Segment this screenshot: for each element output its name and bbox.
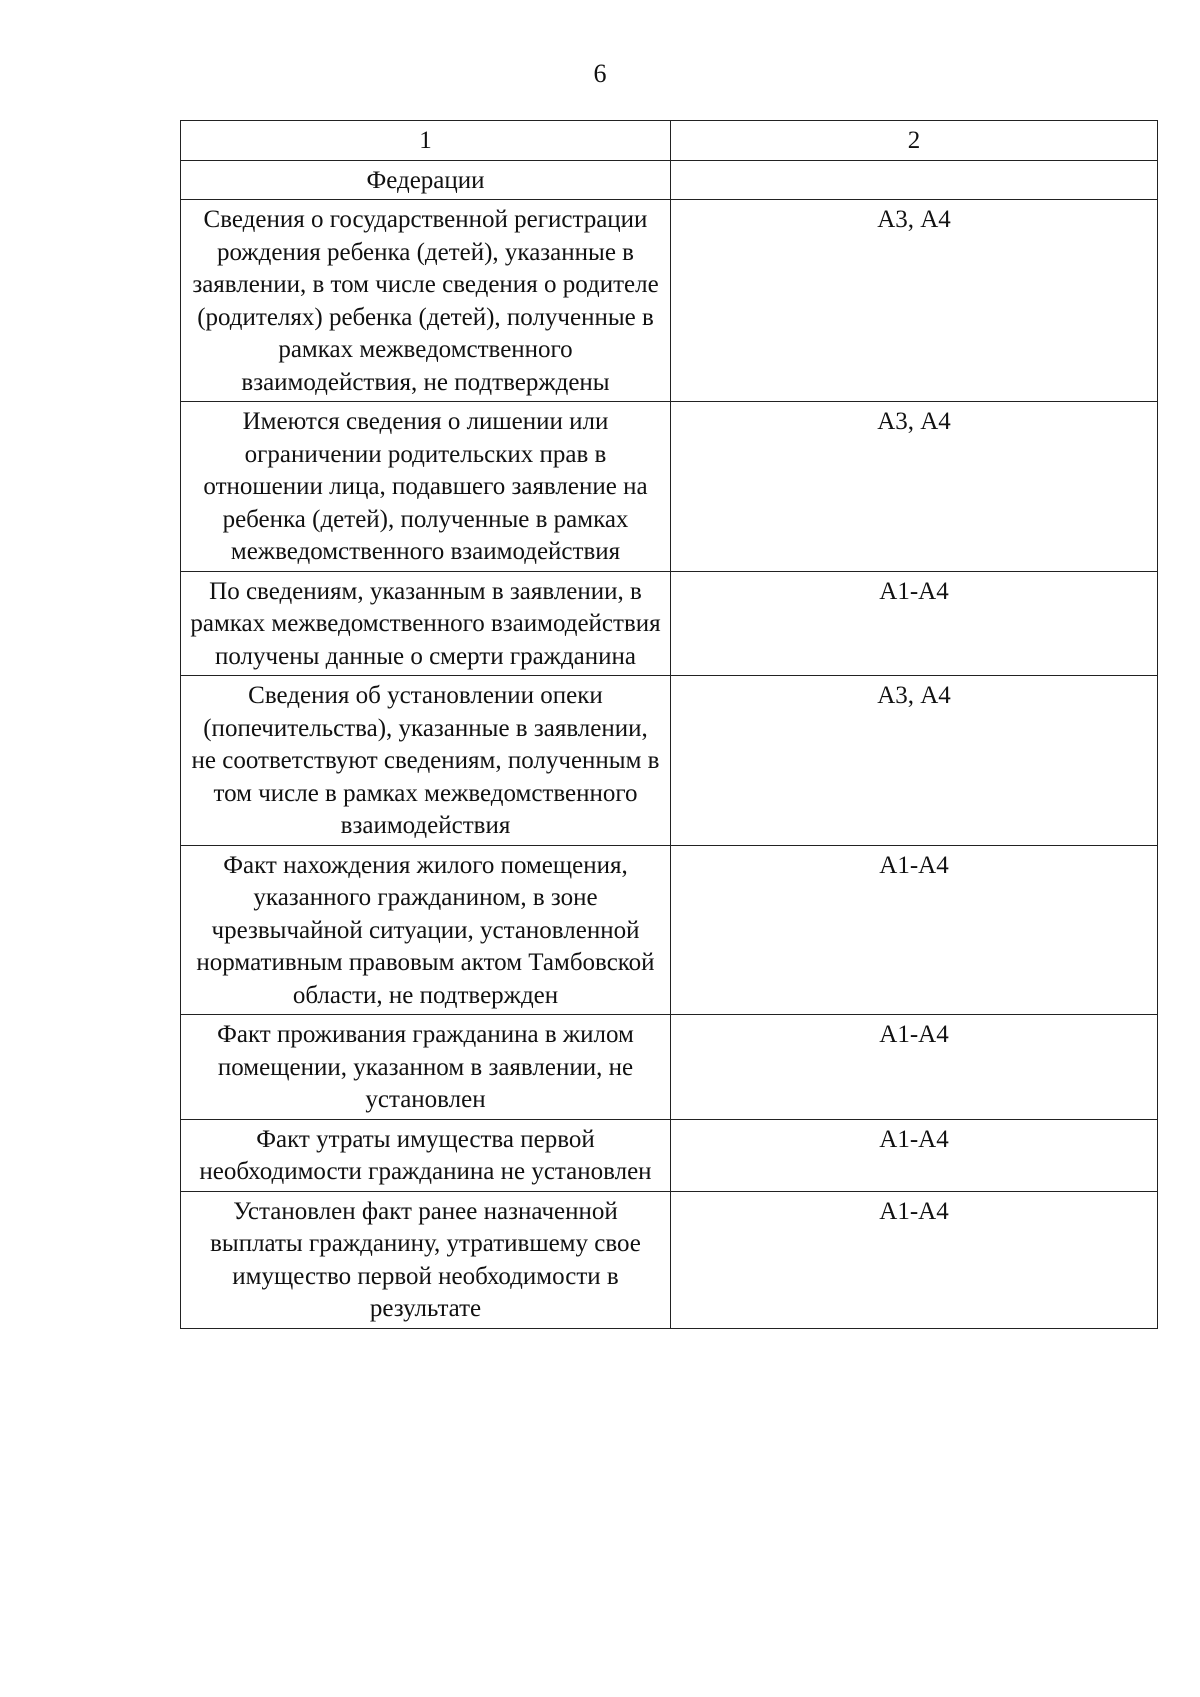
table-row	[181, 402, 1158, 572]
condition-cell: Факт проживания гражданина в жилом помещении, указанном в заявлении, не установлен	[181, 1015, 671, 1120]
column-header-2: 2	[671, 121, 1158, 161]
codes-cell: А1-А4	[671, 845, 1158, 1015]
condition-cell: Сведения об установлении опеки (попечительства), указанные в заявлении, не соответствуют сведениям, полученным в том числе в рамках межведомственного взаимодействия	[181, 676, 671, 846]
table-row	[181, 1015, 1158, 1120]
codes-cell: А3, А4	[671, 200, 1158, 402]
condition-cell: Имеются сведения о лишении или ограничении родительских прав в отношении лица, подавшего заявление на ребенка (детей), полученные в рамках межведомственного взаимодействия	[181, 402, 671, 572]
condition-cell: Сведения о государственной регистрации рождения ребенка (детей), указанные в заявлении, в том числе сведения о родителе (родителях) ребенка (детей), полученные в рамках межведомственного взаимодействия, не подтверждены	[181, 200, 671, 402]
condition-cell: Установлен факт ранее назначенной выплаты гражданину, утратившему свое имущество первой необходимости в результате	[181, 1191, 671, 1328]
condition-cell: Федерации	[181, 160, 671, 200]
table-row	[181, 845, 1158, 1015]
codes-cell: А1-А4	[671, 1015, 1158, 1120]
condition-cell: Факт нахождения жилого помещения, указанного гражданином, в зоне чрезвычайной ситуации, установленной нормативным правовым актом Тамбовской области, не подтвержден	[181, 845, 671, 1015]
codes-cell: А1-А4	[671, 1191, 1158, 1328]
table-row	[181, 1119, 1158, 1191]
codes-cell: А3, А4	[671, 402, 1158, 572]
table-row	[181, 200, 1158, 402]
table-row	[181, 676, 1158, 846]
table-header-row	[181, 121, 1158, 161]
document-table	[180, 120, 1158, 1329]
codes-cell	[671, 160, 1158, 200]
table-row	[181, 160, 1158, 200]
condition-cell: Факт утраты имущества первой необходимости гражданина не установлен	[181, 1119, 671, 1191]
codes-cell: А3, А4	[671, 676, 1158, 846]
column-header-1: 1	[181, 121, 671, 161]
codes-cell: А1-А4	[671, 1119, 1158, 1191]
table-row	[181, 1191, 1158, 1328]
condition-cell: По сведениям, указанным в заявлении, в рамках межведомственного взаимодействия получены данные о смерти гражданина	[181, 571, 671, 676]
codes-cell: А1-А4	[671, 571, 1158, 676]
page-number: 6	[593, 59, 607, 88]
table-row	[181, 571, 1158, 676]
